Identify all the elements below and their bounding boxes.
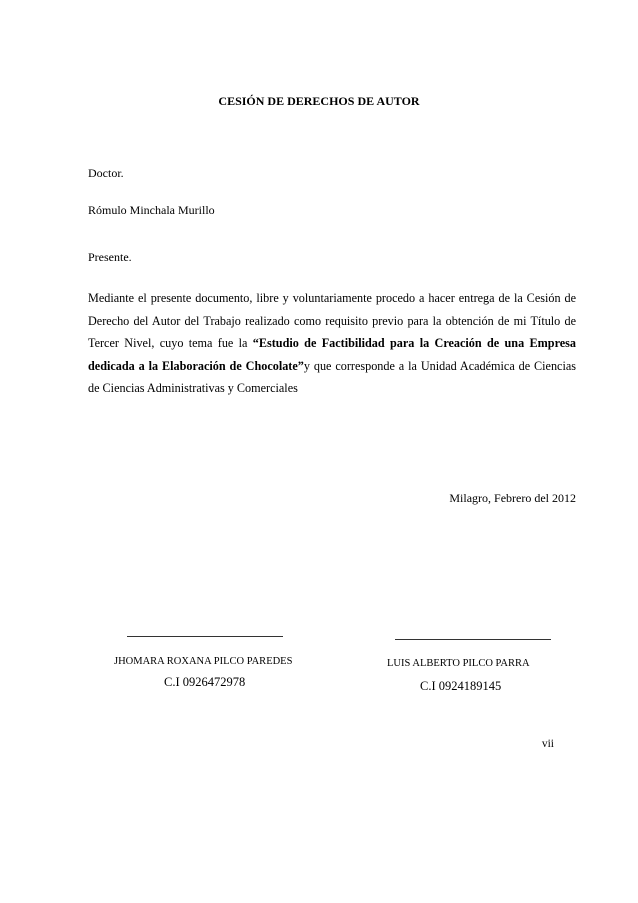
body-text-intro: Mediante el presente documento, libre y voluntariamente procedo a hacer entrega de la Cesión de Derecho del Autor del Trabajo realizado como requisito previo para la obtención de mi Título de Tercer Nivel, cuyo tema fue la (88, 291, 576, 350)
date-line: Milagro, Febrero del 2012 (449, 491, 576, 505)
signature-ci-2: C.I 0924189145 (420, 679, 502, 693)
presente-line: Presente. (88, 250, 132, 264)
signature-line-1 (127, 636, 283, 637)
body-paragraph (88, 287, 576, 400)
body-text-end: y que corresponde a la Unidad Académica de Ciencias de Ciencias Administrativas y Comerciales (88, 358, 576, 395)
salutation: Doctor. (88, 166, 124, 180)
page-number: vii (541, 738, 554, 750)
signature-name-2: LUIS ALBERTO PILCO PARRA (387, 658, 530, 669)
signature-ci-1: C.I 0926472978 (164, 675, 246, 689)
thesis-title: “Estudio de Factibilidad para la Creación de una Empresa dedicada a la Elaboración de Chocolate” (88, 336, 576, 373)
signature-line-2 (395, 639, 551, 640)
signature-name-1: JHOMARA ROXANA PILCO PAREDES (114, 656, 293, 667)
recipient-name: Rómulo Minchala Murillo (88, 203, 215, 217)
document-title: CESIÓN DE DERECHOS DE AUTOR (218, 94, 420, 108)
